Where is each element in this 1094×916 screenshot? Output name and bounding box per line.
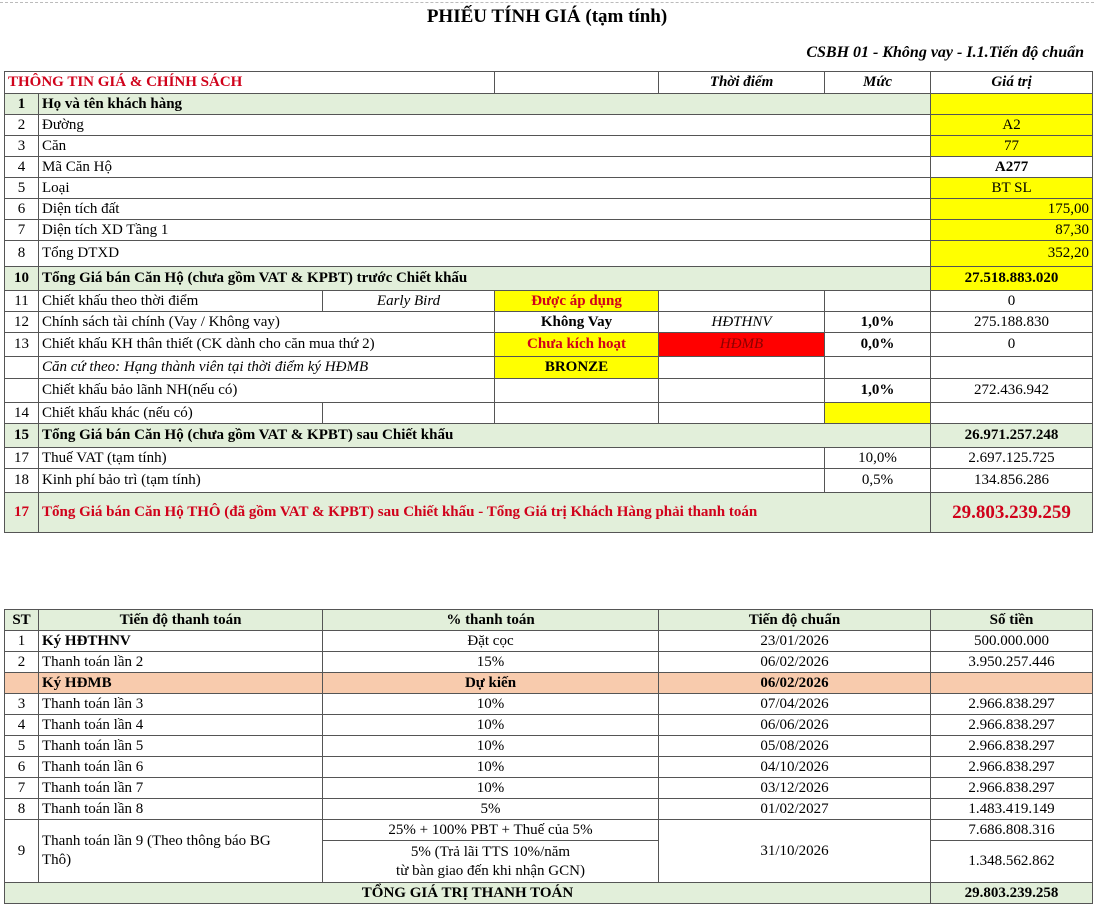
- table-row: 5 Loại BT SL: [5, 178, 1093, 199]
- table-row: 18 Kinh phí bảo trì (tạm tính) 0,5% 134.856.286: [5, 469, 1093, 493]
- table-row: 1 Họ và tên khách hàng: [5, 94, 1093, 115]
- table-row: 11 Chiết khấu theo thời điểm Early Bird Được áp dụng 0: [5, 291, 1093, 312]
- table-row: 8 Thanh toán lần 8 5% 01/02/2027 1.483.419.149: [5, 799, 1093, 820]
- table-row: 1 Ký HĐTHNV Đặt cọc 23/01/2026 500.000.000: [5, 631, 1093, 652]
- table-row: Ký HĐMB Dự kiến 06/02/2026: [5, 673, 1093, 694]
- header-level: Mức: [825, 72, 931, 94]
- row9-label-line1: Thanh toán lần 9 (Theo thông báo BG: [42, 833, 271, 849]
- policy-subtitle: CSBH 01 - Không vay - I.1.Tiến độ chuẩn: [806, 44, 1084, 61]
- price-table: [4, 71, 1093, 533]
- table-row: 7 Thanh toán lần 7 10% 03/12/2026 2.966.838.297: [5, 778, 1093, 799]
- header-time: Thời điểm: [659, 72, 825, 94]
- row9-percent-line1: 5% (Trả lãi TTS 10%/năm: [410, 843, 571, 860]
- schedule-total-row: TỔNG GIÁ TRỊ THANH TOÁN 29.803.239.258: [5, 883, 1093, 904]
- table-row: 2 Đường A2: [5, 115, 1093, 136]
- grand-total-row: 17 Tổng Giá bán Căn Hộ THÔ (đã gồm VAT & KPBT) sau Chiết khấu - Tổng Giá trị Khách Hàng phải thanh toán 29.803.239.259: [5, 493, 1093, 533]
- row9-percent-line2: từ bàn giao đến khi nhận GCN): [396, 862, 585, 879]
- page-title: PHIẾU TÍNH GIÁ (tạm tính): [426, 6, 668, 27]
- table-row: 10 Tổng Giá bán Căn Hộ (chưa gồm VAT & KPBT) trước Chiết khấu 27.518.883.020: [5, 267, 1093, 291]
- table-row: 13 Chiết khấu KH thân thiết (CK dành cho căn mua thứ 2) Chưa kích hoạt HĐMB 0,0% 0: [5, 333, 1093, 357]
- member-tier-badge: BRONZE: [495, 357, 659, 379]
- table-row: 9 Thanh toán lần 9 (Theo thông báo BG Thô) 25% + 100% PBT + Thuế của 5% 31/10/2026 7.686.808.316: [5, 820, 1093, 841]
- table-row: 15 Tổng Giá bán Căn Hộ (chưa gồm VAT & KPBT) sau Chiết khấu 26.971.257.248: [5, 424, 1093, 448]
- price-table-header: [5, 72, 1093, 94]
- cropped-top-border: [0, 0, 1094, 3]
- table-row: Chiết khấu bảo lãnh NH(nếu có) 1,0% 272.436.942: [5, 379, 1093, 403]
- header-section: THÔNG TIN GIÁ & CHÍNH SÁCH: [5, 72, 495, 94]
- table-row: 5 Thanh toán lần 5 10% 05/08/2026 2.966.838.297: [5, 736, 1093, 757]
- header-value: Giá trị: [931, 72, 1093, 94]
- table-row: 3 Căn 77: [5, 136, 1093, 157]
- row9-label-line2: Thô): [42, 852, 72, 868]
- status-badge[interactable]: Chưa kích hoạt: [495, 333, 659, 357]
- table-row: 8 Tổng DTXD 352,20: [5, 241, 1093, 267]
- schedule-header: ST Tiến độ thanh toán % thanh toán Tiến độ chuẩn Số tiền: [5, 610, 1093, 631]
- customer-name-cell[interactable]: [931, 94, 1093, 115]
- table-row: 3 Thanh toán lần 3 10% 07/04/2026 2.966.838.297: [5, 694, 1093, 715]
- table-row: 4 Mã Căn Hộ A277: [5, 157, 1093, 178]
- alert-cell: HĐMB: [659, 333, 825, 357]
- table-row: 7 Diện tích XD Tầng 1 87,30: [5, 220, 1093, 241]
- table-row: 2 Thanh toán lần 2 15% 06/02/2026 3.950.257.446: [5, 652, 1093, 673]
- payment-schedule-table: [4, 609, 1093, 904]
- status-badge[interactable]: Được áp dụng: [495, 291, 659, 312]
- other-discount-input[interactable]: [825, 403, 931, 424]
- table-row: 12 Chính sách tài chính (Vay / Không vay) Không Vay HĐTHNV 1,0% 275.188.830: [5, 312, 1093, 333]
- table-row: 6 Thanh toán lần 6 10% 04/10/2026 2.966.838.297: [5, 757, 1093, 778]
- table-row: 6 Diện tích đất 175,00: [5, 199, 1093, 220]
- grand-total-value: 29.803.239.259: [931, 493, 1093, 533]
- table-row: 17 Thuế VAT (tạm tính) 10,0% 2.697.125.725: [5, 448, 1093, 469]
- table-row: Căn cứ theo: Hạng thành viên tại thời điểm ký HĐMB BRONZE: [5, 357, 1093, 379]
- table-row: 14 Chiết khấu khác (nếu có): [5, 403, 1093, 424]
- schedule-total-value: 29.803.239.258: [931, 883, 1093, 904]
- table-row: 5% (Trả lãi TTS 10%/năm từ bàn giao đến khi nhận GCN) 1.348.562.862: [5, 841, 1093, 883]
- table-row: 4 Thanh toán lần 4 10% 06/06/2026 2.966.838.297: [5, 715, 1093, 736]
